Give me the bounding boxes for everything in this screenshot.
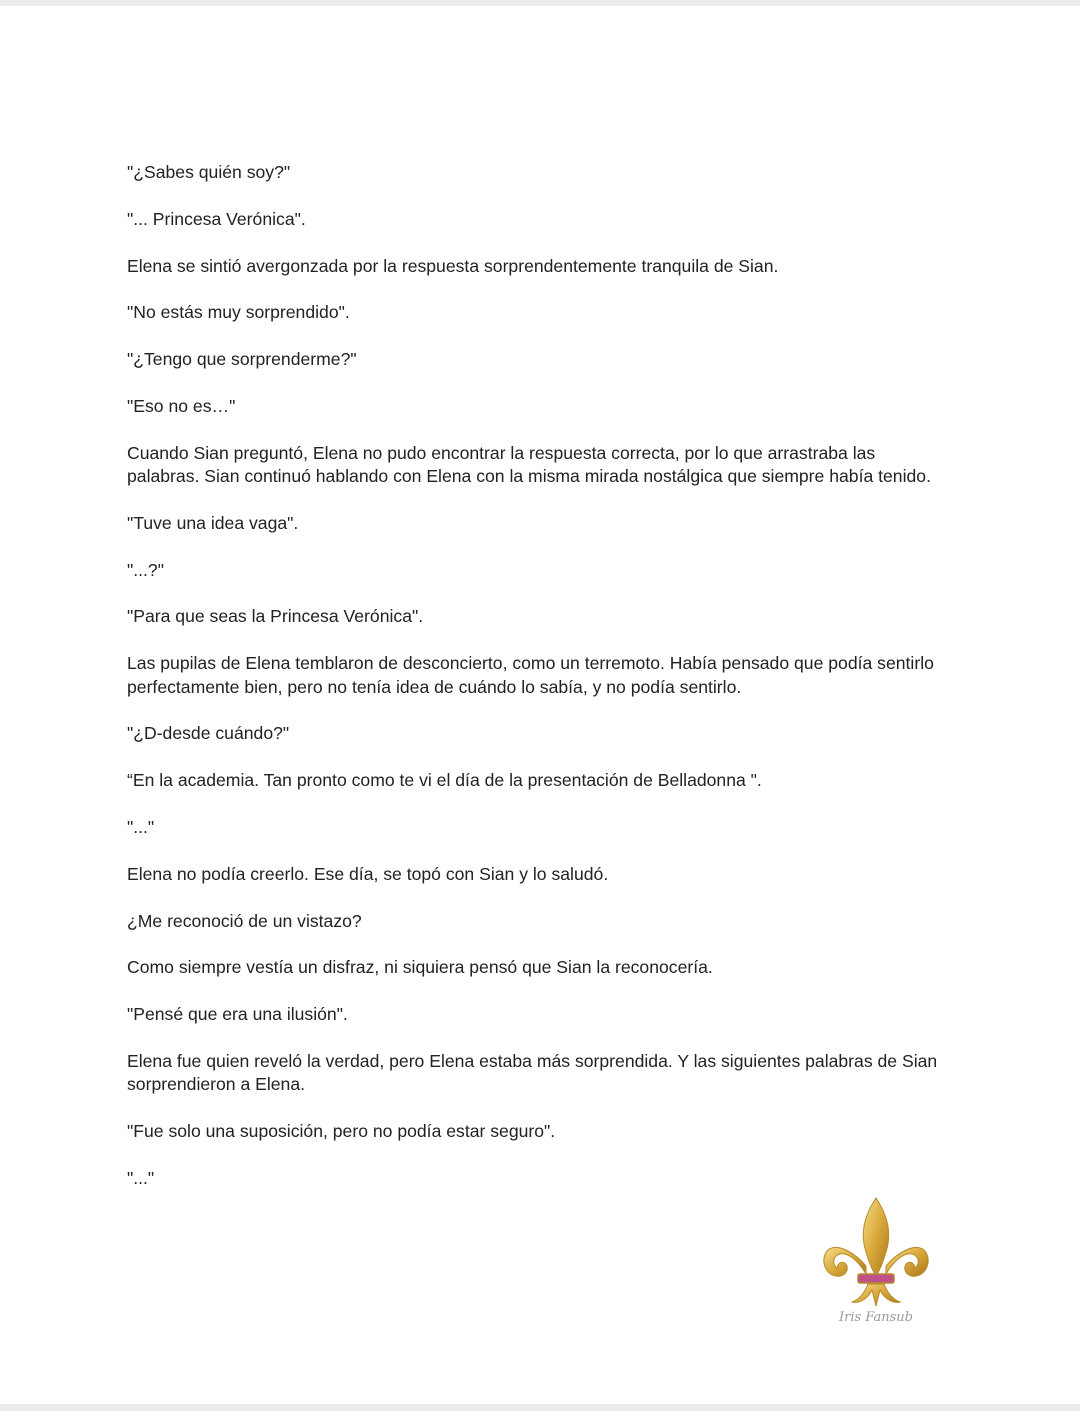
- document-body: [127, 161, 957, 1214]
- paragraph: "¿Sabes quién soy?": [127, 162, 291, 182]
- paragraph: "... Princesa Verónica".: [127, 208, 306, 229]
- paragraph: "Tuve una idea vaga".: [127, 512, 299, 533]
- watermark-logo: [820, 1194, 932, 1334]
- paragraph: "...": [127, 816, 155, 837]
- paragraph: Cuando Sian preguntó, Elena no pudo encontrar la respuesta correcta, por lo que arrastraba las palabras. Sian continuó hablando con Elena con la misma mirada nostálgica que siempre había tenido.: [127, 442, 931, 487]
- paragraph: Elena se sintió avergonzada por la respuesta sorprendentemente tranquila de Sian.: [127, 255, 779, 276]
- paragraph: “En la academia. Tan pronto como te vi el día de la presentación de Belladonna ".: [127, 770, 762, 791]
- paragraph: "...": [127, 1167, 155, 1188]
- paragraph: "Eso no es…": [127, 395, 236, 416]
- document-page: [0, 6, 1080, 1404]
- paragraph: "Fue solo una suposición, pero no podía estar seguro".: [127, 1121, 556, 1142]
- paragraph: Elena no podía creerlo. Ese día, se topó con Sian y lo saludó.: [127, 863, 609, 884]
- paragraph: Elena fue quien reveló la verdad, pero Elena estaba más sorprendida. Y las siguientes palabras de Sian sorprendieron a Elena.: [127, 1050, 938, 1095]
- paragraph: Como siempre vestía un disfraz, ni siquiera pensó que Sian la reconocería.: [127, 957, 713, 978]
- paragraph: ¿Me reconoció de un vistazo?: [127, 910, 362, 931]
- paragraph: "Para que seas la Princesa Verónica".: [127, 606, 424, 627]
- paragraph: Las pupilas de Elena temblaron de desconcierto, como un terremoto. Había pensado que podía sentirlo perfectamente bien, pero no tenía idea de cuándo lo sabía, y no podía sentirlo.: [127, 653, 934, 697]
- paragraph: "Pensé que era una ilusión".: [127, 1004, 348, 1025]
- paragraph: "...?": [127, 559, 164, 580]
- watermark-text: Iris Fansub: [839, 1310, 913, 1325]
- paragraph: "¿D-desde cuándo?": [127, 723, 290, 744]
- fleur-de-lis-icon: [820, 1194, 932, 1312]
- paragraph: "No estás muy sorprendido".: [127, 302, 350, 323]
- paragraph: "¿Tengo que sorprenderme?": [127, 349, 357, 370]
